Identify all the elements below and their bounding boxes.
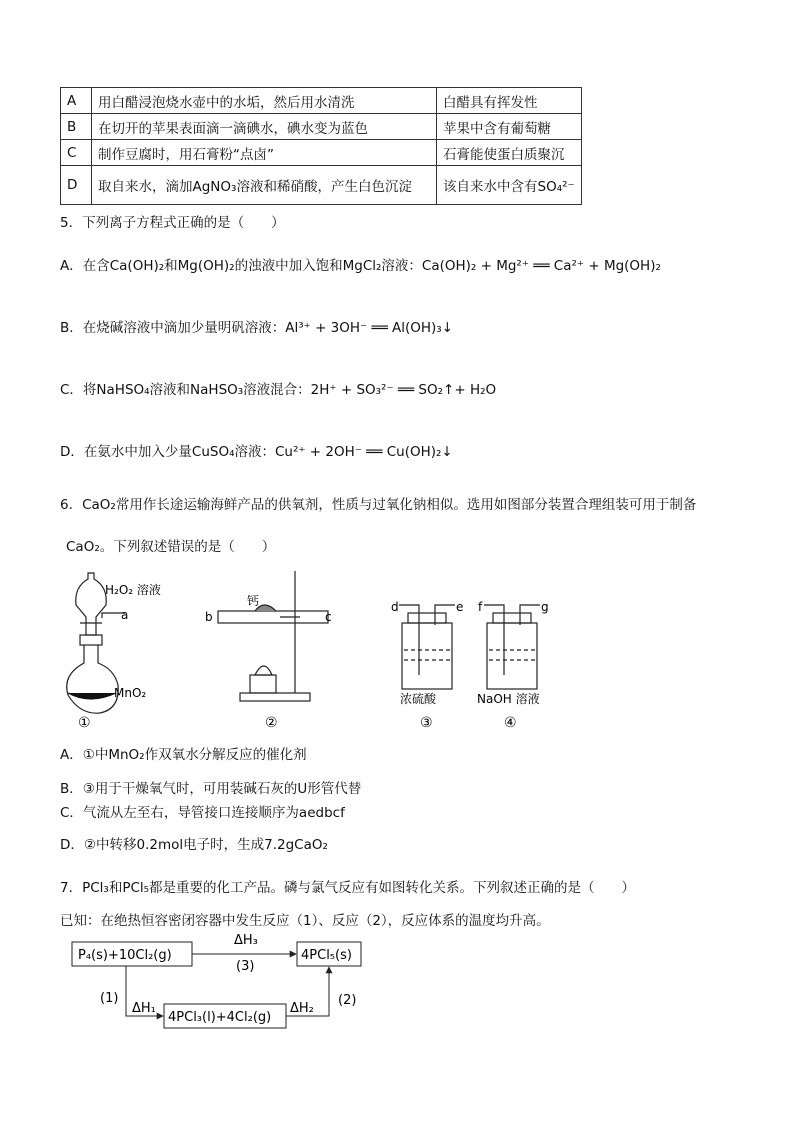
port-e-label: e (456, 600, 464, 614)
reaction-diagram (60, 930, 390, 1035)
q7-known: 已知：在绝热恒容密闭容器中发生反应（1）、反应（2），反应体系的温度均升高。 (60, 913, 550, 929)
apparatus-figure (50, 565, 570, 735)
reaction-3-label: (3) (236, 959, 255, 974)
dh1-label: ΔH₁ (132, 1001, 156, 1016)
q7-stem: 7．PCl₃和PCl₅都是重要的化工产品。磷与氯气反应有如图转化关系。下列叙述正确的是（ ） (60, 880, 636, 896)
apparatus-3-number: ③ (420, 715, 433, 731)
pcl3-box-label: 4PCl₃(l)+4Cl₂(g) (168, 1010, 272, 1025)
row-letter: C (61, 140, 92, 166)
row-reason: 白醋具有挥发性 (437, 88, 582, 114)
row-action: 制作豆腐时，用石膏粉“点卤” (92, 140, 437, 166)
row-reason: 该自来水中含有SO₄²⁻ (437, 166, 582, 205)
mno2-label: MnO₂ (114, 686, 147, 700)
apparatus-4 (484, 605, 540, 689)
apparatus-2 (218, 571, 328, 701)
q5-option-a: A．在含Ca(OH)₂和Mg(OH)₂的浊液中加入饱和MgCl₂溶液：Ca(OH)₂ + Mg²⁺ ══ Ca²⁺ + Mg(OH)₂ (60, 258, 661, 274)
table-row (61, 166, 582, 205)
row-letter: B (61, 114, 92, 140)
q6-option-c: C．气流从左至右，导管接口连接顺序为aedbcf (60, 805, 345, 821)
row-reason: 苹果中含有葡萄糖 (437, 114, 582, 140)
table-row (61, 140, 582, 166)
port-b-label: b (205, 610, 213, 624)
apparatus-3 (399, 605, 455, 689)
row-action: 用白醋浸泡烧水壶中的水垢，然后用水清洗 (92, 88, 437, 114)
q6-stem-line2: CaO₂。下列叙述错误的是（ ） (66, 539, 276, 555)
q6-option-d: D．②中转移0.2mol电子时，生成7.2gCaO₂ (60, 837, 328, 853)
q5-option-c: C．将NaHSO₄溶液和NaHSO₃溶液混合：2H⁺ + SO₃²⁻ ══ SO₂↑+ H₂O (60, 382, 497, 398)
apparatus-2-number: ② (265, 715, 278, 731)
port-c-label: c (325, 610, 332, 624)
row-reason: 石膏能使蛋白质聚沉 (437, 140, 582, 166)
q6-option-a: A．①中MnO₂作双氧水分解反应的催化剂 (60, 747, 307, 763)
port-a-label: a (121, 608, 129, 622)
h2o2-label: H₂O₂ 溶液 (105, 583, 161, 597)
q5-option-b: B．在烧碱溶液中滴加少量明矾溶液：Al³⁺ + 3OH⁻ ══ Al(OH)₃↓ (60, 320, 454, 336)
port-d-label: d (391, 600, 399, 614)
port-g-label: g (541, 600, 549, 614)
q5-option-d: D．在氨水中加入少量CuSO₄溶液：Cu²⁺ + 2OH⁻ ══ Cu(OH)₂↓ (60, 444, 453, 460)
apparatus-4-number: ④ (504, 715, 517, 731)
dh2-label: ΔH₂ (290, 1001, 314, 1016)
q6-option-b: B．③用于干燥氧气时，可用装碱石灰的U形管代替 (60, 781, 362, 797)
table-row (61, 114, 582, 140)
apparatus-1-number: ① (78, 715, 91, 731)
table-row (61, 88, 582, 114)
reaction-2-label: (2) (338, 993, 357, 1008)
acid-label: 浓硫酸 (400, 692, 437, 706)
row-action: 取自来水，滴加AgNO₃溶液和稀硝酸，产生白色沉淀 (92, 166, 437, 205)
naoh-label: NaOH 溶液 (477, 692, 540, 706)
q5-stem: 5．下列离子方程式正确的是（ ） (60, 215, 285, 231)
calcium-label: 钙 (247, 594, 260, 608)
row-letter: A (61, 88, 92, 114)
pcl5-box-label: 4PCl₅(s) (301, 948, 352, 963)
options-table (60, 87, 582, 205)
port-f-label: f (478, 600, 483, 614)
q6-stem-line1: 6．CaO₂常用作长途运输海鲜产品的供氧剂，性质与过氧化钠相似。选用如图部分装置合理组装可用于制备 (60, 497, 697, 513)
reactant-box-label: P₄(s)+10Cl₂(g) (78, 948, 172, 963)
reaction-1-label: (1) (100, 991, 119, 1006)
row-letter: D (61, 166, 92, 205)
dh3-label: ΔH₃ (234, 933, 258, 948)
row-action: 在切开的苹果表面滴一滴碘水，碘水变为蓝色 (92, 114, 437, 140)
